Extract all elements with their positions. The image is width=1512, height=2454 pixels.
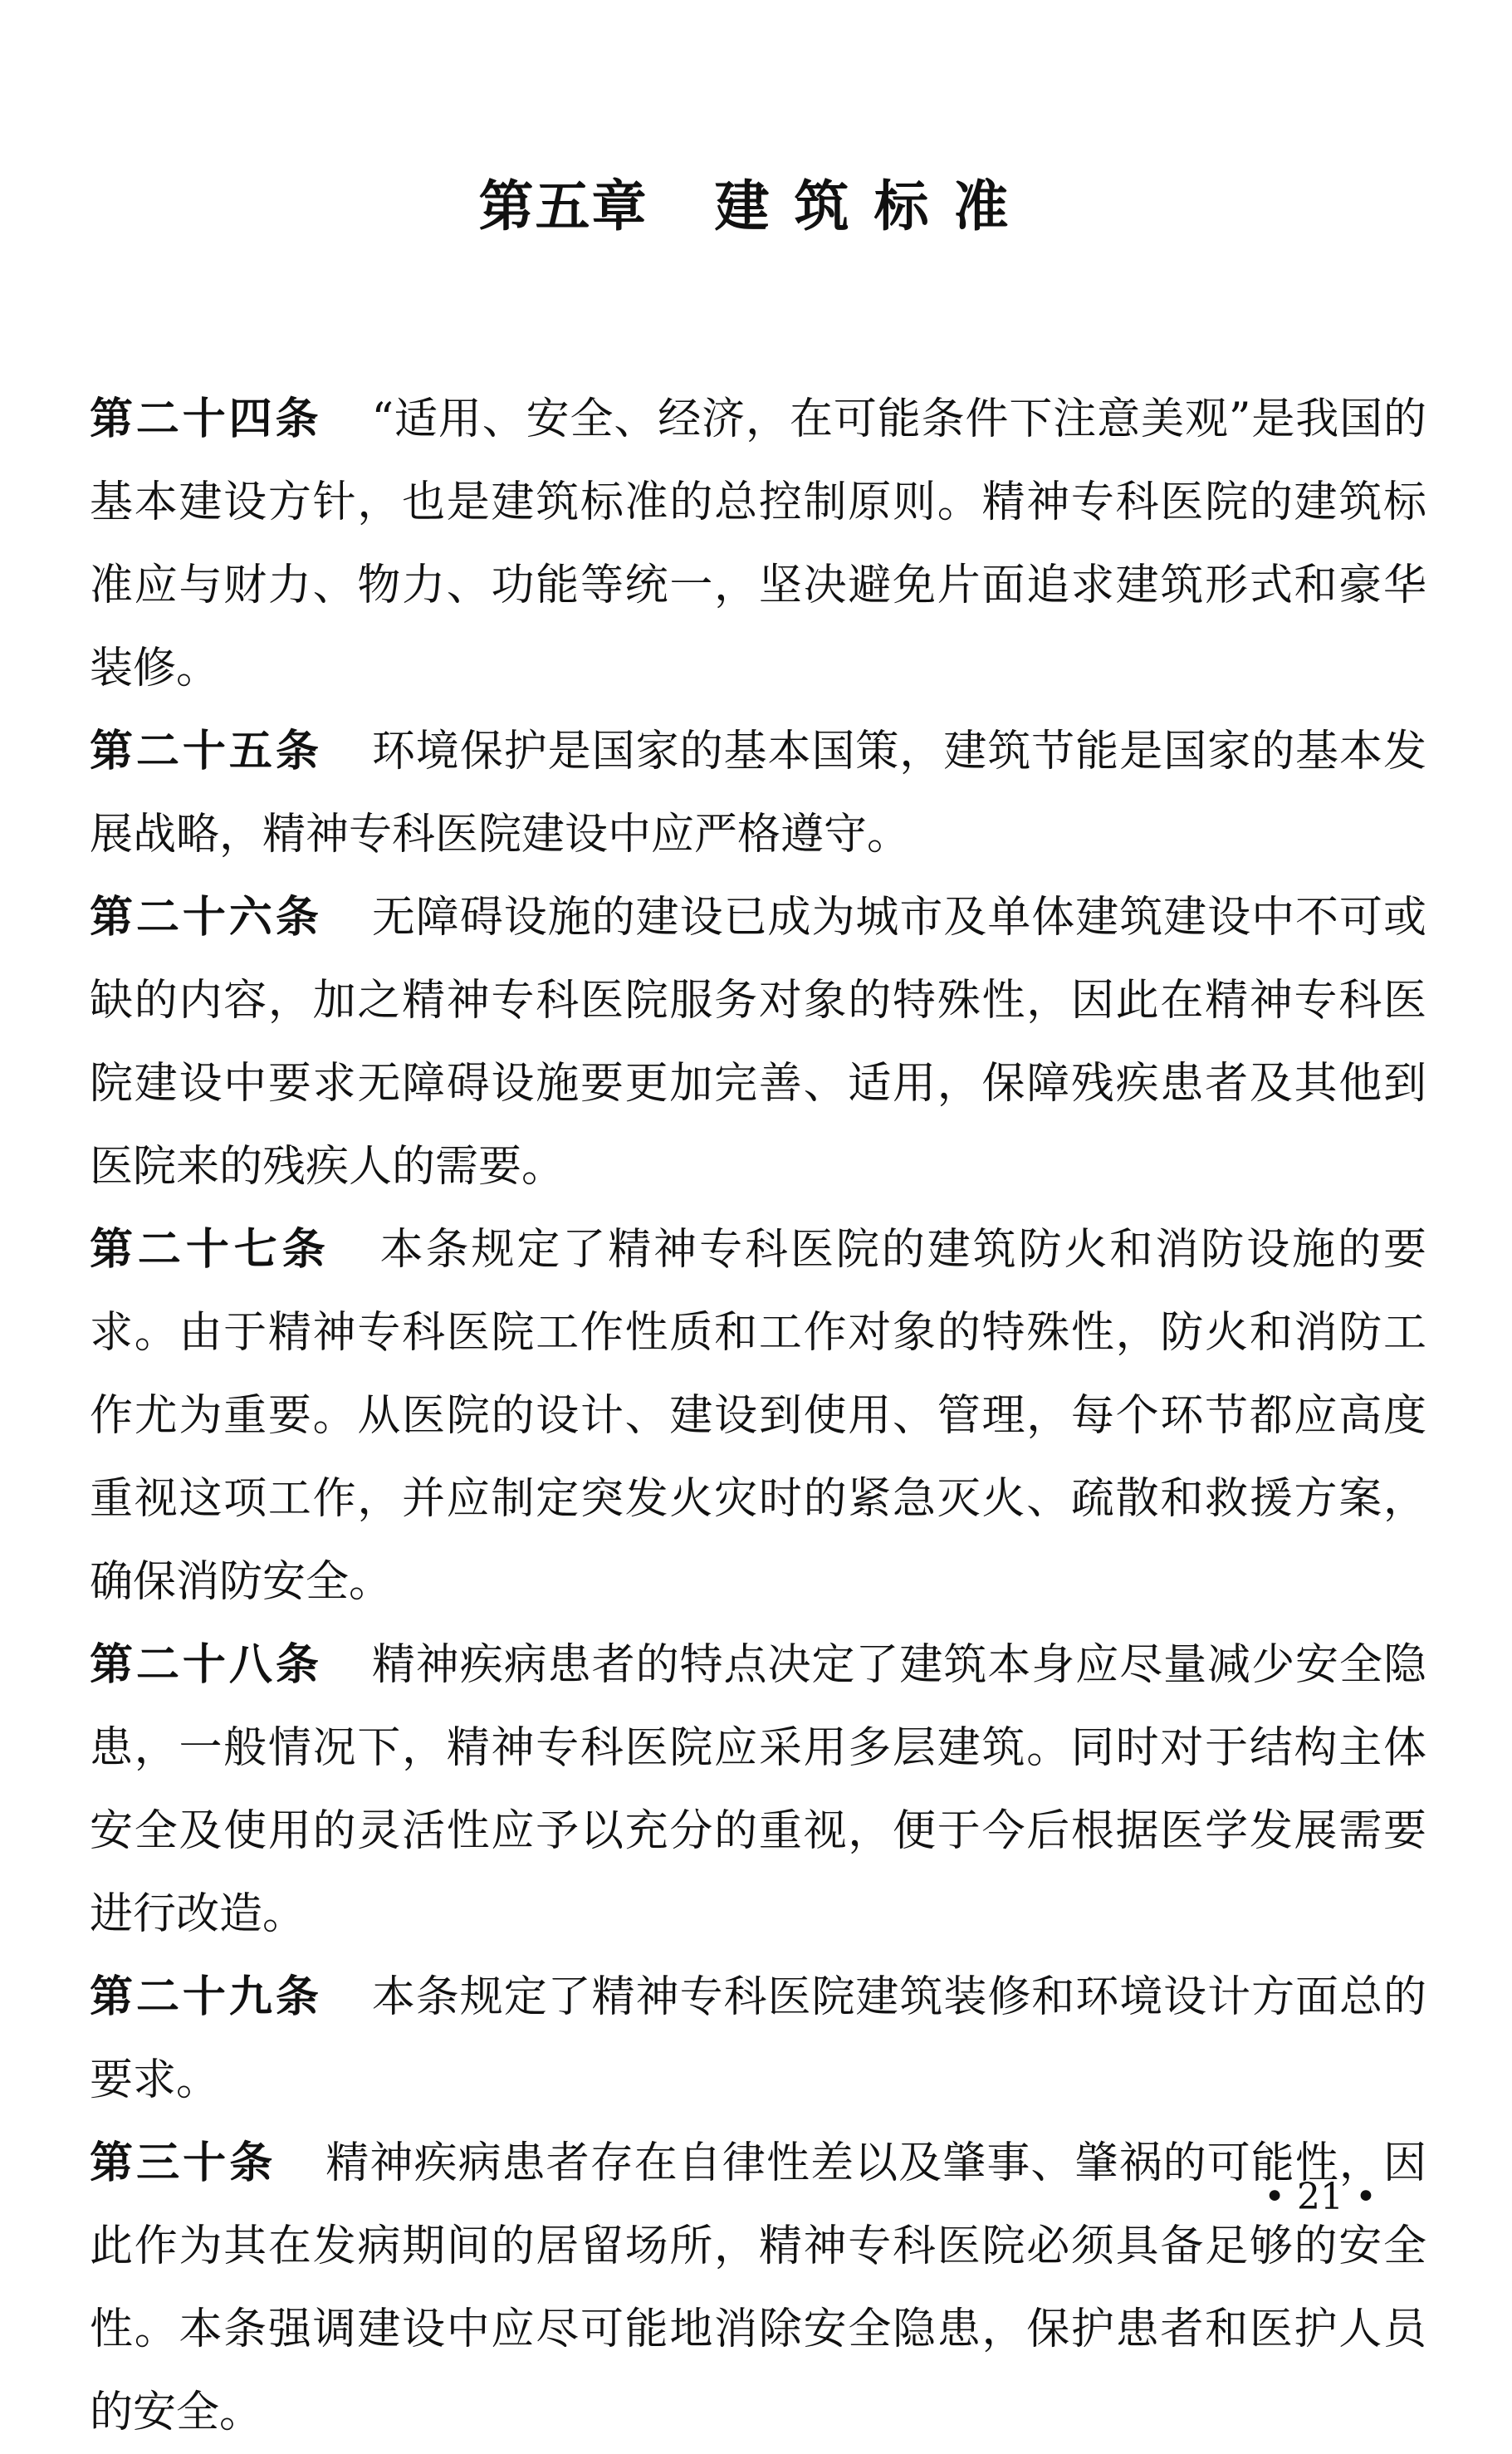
- article-text: “适用、安全、经济，在可能条件下注意美观”是我国的基本建设方针，也是建筑标准的总控制原则。精神专科医院的建筑标准应与财力、物力、功能等统一，坚决避免片面追求建筑形式和豪华装修。: [90, 394, 1426, 693]
- article-26: [90, 876, 1426, 1208]
- article-number: 第三十条: [90, 2138, 276, 2188]
- article-text: 本条规定了精神专科医院的建筑防火和消防设施的要求。由于精神专科医院工作性质和工作对象的特殊性，防火和消防工作尤为重要。从医院的设计、建设到使用、管理，每个环节都应高度重视这项工作，并应制定突发火灾时的紧急灭火、疏散和救援方案，确保消防安全。: [90, 1225, 1426, 1607]
- article-number: 第二十八条: [90, 1640, 322, 1690]
- article-number: 第二十九条: [90, 1972, 322, 2022]
- article-number: 第二十五条: [90, 727, 322, 776]
- article-27: [90, 1208, 1426, 1624]
- page-number: • 21 •: [1264, 2176, 1377, 2218]
- article-28: [90, 1624, 1426, 1956]
- article-number: 第二十六条: [90, 893, 322, 943]
- article-number: 第二十七条: [90, 1225, 330, 1275]
- chapter-name: 建筑标准: [714, 174, 1034, 238]
- article-text: 环境保护是国家的基本国策，建筑节能是国家的基本发展战略，精神专科医院建设中应严格遵守。: [90, 727, 1426, 860]
- article-text: 精神疾病患者的特点决定了建筑本身应尽量减少安全隐患，一般情况下，精神专科医院应采用多层建筑。同时对于结构主体安全及使用的灵活性应予以充分的重视，便于今后根据医学发展需要进行改造。: [90, 1640, 1426, 1939]
- article-text: 本条规定了精神专科医院建筑装修和环境设计方面总的要求。: [90, 1972, 1426, 2105]
- article-29: [90, 1956, 1426, 2122]
- article-30: [90, 2122, 1426, 2454]
- chapter-title: [0, 162, 1512, 241]
- article-24: [90, 378, 1426, 710]
- article-text: 精神疾病患者存在自律性差以及肇事、肇祸的可能性，因此作为其在发病期间的居留场所，精神专科医院必须具备足够的安全性。本条强调建设中应尽可能地消除安全隐患，保护患者和医护人员的安全。: [90, 2138, 1426, 2437]
- chapter-label: 第五章: [478, 174, 648, 238]
- article-25: [90, 710, 1426, 876]
- article-number: 第二十四条: [90, 394, 322, 444]
- article-text: 无障碍设施的建设已成为城市及单体建筑建设中不可或缺的内容，加之精神专科医院服务对象的特殊性，因此在精神专科医院建设中要求无障碍设施要更加完善、适用，保障残疾患者及其他到医院来的残疾人的需要。: [90, 893, 1426, 1192]
- articles-body: [90, 378, 1426, 2454]
